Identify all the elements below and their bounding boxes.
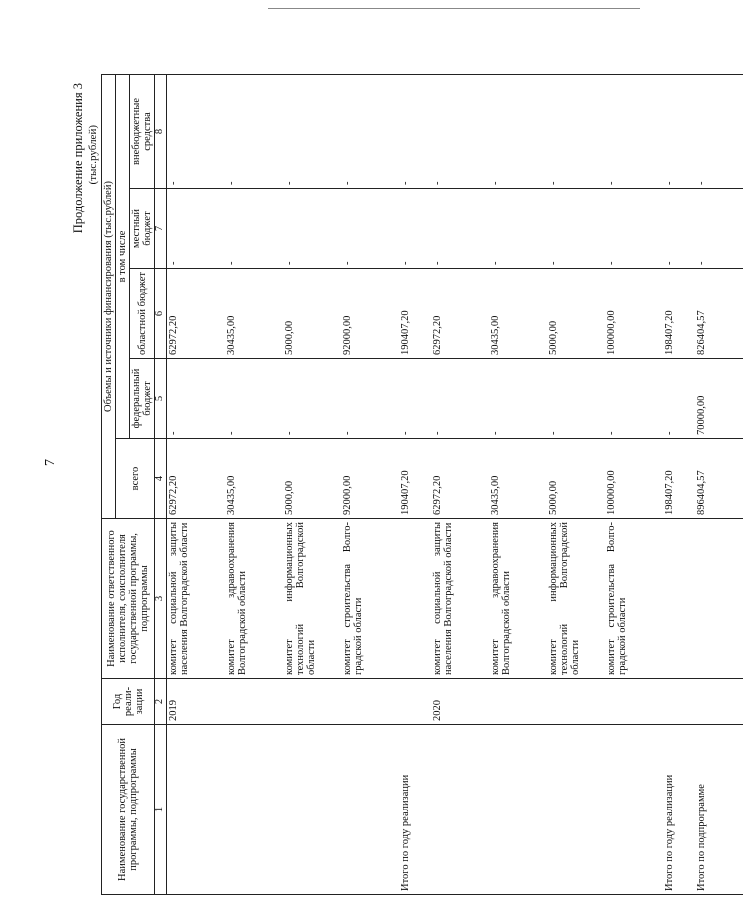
- row-year: [399, 679, 431, 725]
- header-local: местный бюджет: [130, 189, 155, 269]
- col-num-1: 1: [155, 725, 167, 895]
- funding-table: [101, 74, 743, 895]
- row-extra: -: [225, 74, 283, 188]
- row-federal: -: [341, 359, 399, 439]
- table-row-year-total: [663, 74, 695, 894]
- row-total: 5000,00: [547, 439, 605, 519]
- row-responsible: комитет строительства Волго-градской области: [605, 519, 663, 679]
- row-responsible: комитет здравоохранения Волгоградской области: [225, 519, 283, 679]
- row-extra: -: [663, 74, 695, 188]
- row-federal: 70000,00: [695, 359, 743, 439]
- row-total: 92000,00: [341, 439, 399, 519]
- row-total: 896404,57: [695, 439, 743, 519]
- row-total: 62972,20: [431, 439, 489, 519]
- col-num-6: 6: [155, 269, 167, 359]
- row-local: -: [695, 189, 743, 269]
- table-row: [547, 74, 605, 894]
- row-extra: -: [547, 74, 605, 188]
- row-regional: 30435,00: [489, 269, 547, 359]
- header-year: Год реали-зации: [102, 679, 155, 725]
- row-local: -: [489, 189, 547, 269]
- table-row: [225, 74, 283, 894]
- row-federal: -: [166, 359, 225, 439]
- row-year: 2020: [431, 679, 489, 725]
- row-name: Итого по подпрограмме: [695, 725, 743, 895]
- row-responsible: комитет строительства Волго-градской области: [341, 519, 399, 679]
- table-row-year-total: [399, 74, 431, 894]
- row-regional: 62972,20: [431, 269, 489, 359]
- row-local: -: [663, 189, 695, 269]
- table-row-subprogram-total: [695, 74, 743, 894]
- rotated-sheet: [71, 75, 707, 895]
- row-name: [489, 725, 547, 895]
- header-funding-group: Объемы и источники финансирования (тыс.рублей): [102, 74, 116, 518]
- row-regional: 5000,00: [283, 269, 341, 359]
- row-federal: -: [399, 359, 431, 439]
- row-extra: -: [431, 74, 489, 188]
- header-extrabudget: внебюджетные средства: [130, 74, 155, 188]
- top-rule: [268, 8, 640, 9]
- row-responsible: [695, 519, 743, 679]
- row-local: -: [166, 189, 225, 269]
- col-num-2: 2: [155, 679, 167, 725]
- table-row: [166, 74, 225, 894]
- units-label: (тыс.рублей): [87, 125, 99, 185]
- row-total: 198407,20: [663, 439, 695, 519]
- row-regional: 5000,00: [547, 269, 605, 359]
- row-regional: 826404,57: [695, 269, 743, 359]
- row-federal: -: [489, 359, 547, 439]
- header-total: всего: [116, 439, 155, 519]
- table-row: [341, 74, 399, 894]
- row-name: [605, 725, 663, 895]
- col-num-5: 5: [155, 359, 167, 439]
- header-program-name: Наименование государственной программы, подпрограммы: [102, 725, 155, 895]
- row-responsible: комитет социальной защиты населения Волгоградской области: [166, 519, 225, 679]
- row-local: -: [547, 189, 605, 269]
- row-extra: -: [283, 74, 341, 188]
- row-federal: -: [663, 359, 695, 439]
- row-total: 5000,00: [283, 439, 341, 519]
- row-name: Итого по году реализации: [399, 725, 431, 895]
- row-federal: -: [547, 359, 605, 439]
- col-num-3: 3: [155, 519, 167, 679]
- row-extra: -: [341, 74, 399, 188]
- row-regional: 92000,00: [341, 269, 399, 359]
- row-year: [489, 679, 547, 725]
- row-extra: -: [489, 74, 547, 188]
- row-total: 100000,00: [605, 439, 663, 519]
- table-row: [283, 74, 341, 894]
- row-year: [663, 679, 695, 725]
- row-local: -: [605, 189, 663, 269]
- header-federal: федеральный бюджет: [130, 359, 155, 439]
- row-local: -: [399, 189, 431, 269]
- row-federal: -: [605, 359, 663, 439]
- row-name: [341, 725, 399, 895]
- col-num-7: 7: [155, 189, 167, 269]
- row-total: 30435,00: [225, 439, 283, 519]
- row-year: [695, 679, 743, 725]
- row-name: [166, 725, 225, 895]
- row-extra: -: [695, 74, 743, 188]
- row-name: Итого по году реализации: [663, 725, 695, 895]
- row-total: 62972,20: [166, 439, 225, 519]
- col-num-8: 8: [155, 74, 167, 188]
- row-responsible: [663, 519, 695, 679]
- row-regional: 190407,20: [399, 269, 431, 359]
- row-responsible: комитет информационных технологий Волгоградской области: [283, 519, 341, 679]
- row-regional: 30435,00: [225, 269, 283, 359]
- header-including: в том числе: [116, 74, 130, 438]
- row-total: 30435,00: [489, 439, 547, 519]
- row-responsible: комитет социальной защиты населения Волгоградской области: [431, 519, 489, 679]
- row-name: [547, 725, 605, 895]
- row-year: [225, 679, 283, 725]
- row-responsible: комитет информационных технологий Волгоградской области: [547, 519, 605, 679]
- row-extra: -: [605, 74, 663, 188]
- table-row: [431, 74, 489, 894]
- row-year: [605, 679, 663, 725]
- table-row: [489, 74, 547, 894]
- row-responsible: комитет здравоохранения Волгоградской области: [489, 519, 547, 679]
- row-local: -: [225, 189, 283, 269]
- row-year: [283, 679, 341, 725]
- col-num-4: 4: [155, 439, 167, 519]
- continuation-label: Продолжение приложения 3: [71, 83, 85, 234]
- row-year: 2019: [166, 679, 225, 725]
- header-responsible: Наименование ответственного исполнителя, соисполнителя государственной программы, подпрограммы: [102, 519, 155, 679]
- header-regional: областной бюджет: [130, 269, 155, 359]
- row-responsible: [399, 519, 431, 679]
- row-extra: -: [399, 74, 431, 188]
- row-name: [431, 725, 489, 895]
- row-regional: 198407,20: [663, 269, 695, 359]
- row-regional: 62972,20: [166, 269, 225, 359]
- row-name: [225, 725, 283, 895]
- page-number: 7: [43, 459, 58, 466]
- row-local: -: [341, 189, 399, 269]
- row-federal: -: [283, 359, 341, 439]
- row-year: [341, 679, 399, 725]
- row-extra: -: [166, 74, 225, 188]
- row-regional: 100000,00: [605, 269, 663, 359]
- row-year: [547, 679, 605, 725]
- table-row: [605, 74, 663, 894]
- row-total: 190407,20: [399, 439, 431, 519]
- row-federal: -: [225, 359, 283, 439]
- row-name: [283, 725, 341, 895]
- row-federal: -: [431, 359, 489, 439]
- row-local: -: [283, 189, 341, 269]
- row-local: -: [431, 189, 489, 269]
